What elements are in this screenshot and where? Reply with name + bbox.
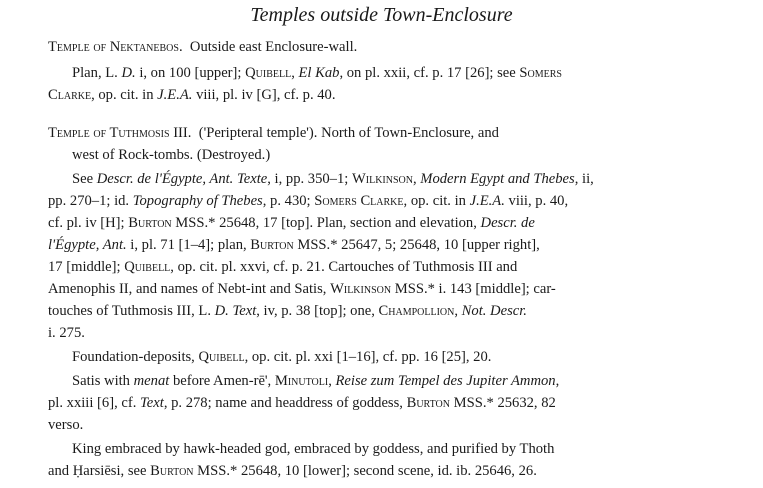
text: * 25647, 5; 25648, 10 [upper right],: [330, 237, 540, 253]
section2-heading: [48, 124, 499, 142]
text: Foundation-deposits,: [72, 349, 199, 365]
work-title: Topography of Thebes: [132, 193, 263, 209]
work-title: J.E.A.: [469, 193, 505, 209]
text: touches of Tuthmosis III, L.: [48, 303, 215, 319]
section2-para3-line-1: [72, 372, 559, 390]
text: ,: [412, 171, 421, 187]
section2-para3-line-2: [48, 394, 556, 412]
text: Satis with: [72, 373, 134, 389]
author-name: Burton MSS.: [406, 395, 487, 411]
text: , op. cit. pl. xxvi, cf. p. 21. Cartouches of Tuthmosis III and: [170, 259, 518, 275]
text: , op. cit. in: [91, 87, 158, 103]
text: ,: [328, 373, 336, 389]
author-name: Somers: [519, 65, 562, 81]
author-name: Quibell: [198, 349, 245, 365]
text: , ii,: [574, 171, 594, 187]
section1-line-1: [72, 64, 562, 82]
text: , p. 278; name and headdress of goddess,: [163, 395, 407, 411]
section2-para1-line-8: i. 275.: [48, 325, 85, 341]
section2-para1-line-1: [72, 170, 594, 188]
work-title: Descr. de l'Égypte, Ant. Texte: [96, 171, 268, 187]
section1-heading-desc: Outside east Enclosure-wall.: [189, 39, 358, 55]
text: Amenophis II, and names of Nebt-int and Satis,: [48, 281, 331, 297]
text: i, pl. 71 [1–4]; plan,: [126, 237, 251, 253]
work-title: Descr. de: [480, 215, 535, 231]
section2-heading-name: Temple of Tuthmosis III.: [48, 125, 192, 141]
text: Plan, L.: [72, 65, 122, 81]
text: pp. 270–1; id.: [48, 193, 133, 209]
author-name: Burton MSS.: [150, 463, 231, 479]
author-name: Quibell: [124, 259, 171, 275]
section2-para1-line-6: [48, 280, 556, 298]
section2-heading-line-2: west of Rock-tombs. (Destroyed.): [72, 147, 271, 163]
section1-heading-name: Temple of Nektanebos.: [48, 39, 183, 55]
text: and Ḥarsiēsi, see: [48, 463, 151, 479]
text: * 25648, 17 [top]. Plan, section and elevation,: [208, 215, 481, 231]
text: ,: [291, 65, 299, 81]
text: See: [72, 171, 97, 187]
section2-para2: [72, 348, 491, 366]
text: , i, pp. 350–1;: [267, 171, 352, 187]
text: D.: [121, 65, 136, 81]
work-title: J.E.A.: [157, 87, 193, 103]
work-title: D. Text: [214, 303, 257, 319]
text: * 25632, 82: [486, 395, 556, 411]
text: * i. 143 [middle]; car-: [427, 281, 556, 297]
work-title: Modern Egypt and Thebes: [420, 171, 575, 187]
text: cf. pl. iv [H];: [48, 215, 129, 231]
author-name: Burton MSS.: [250, 237, 331, 253]
work-title: El Kab: [298, 65, 340, 81]
text: pl. xxiii [6], cf.: [48, 395, 141, 411]
text: i, on 100 [upper];: [135, 65, 246, 81]
text: viii, p. 40,: [504, 193, 569, 209]
text: viii, pl. iv [G], cf. p. 40.: [192, 87, 336, 103]
author-name: Quibell: [245, 65, 292, 81]
section2-para1-line-5: [48, 258, 517, 276]
text: , p. 430;: [262, 193, 315, 209]
work-title: Not. Descr.: [461, 303, 527, 319]
author-name: Wilkinson MSS.: [330, 281, 428, 297]
section1-line-2: [48, 86, 336, 104]
section2-para1-line-4: [48, 236, 540, 254]
author-name: Wilkinson: [351, 171, 413, 187]
text: , on pl. xxii, cf. p. 17 [26]; see: [339, 65, 520, 81]
section1-heading: [48, 38, 357, 56]
text: , iv, p. 38 [top]; one,: [256, 303, 379, 319]
work-title: Text: [140, 395, 164, 411]
text: , op. cit. pl. xxi [1–16], cf. pp. 16 [25], 20.: [244, 349, 492, 365]
section2-para3-line-3: verso.: [48, 417, 84, 433]
author-name: Burton MSS.: [128, 215, 209, 231]
author-name: Minutoli: [274, 373, 329, 389]
work-title: l'Égypte, Ant.: [48, 237, 127, 253]
text: * 25648, 10 [lower]; second scene, id. ib. 25646, 26.: [230, 463, 537, 479]
text: , op. cit. in: [403, 193, 470, 209]
section2-para1-line-2: [48, 192, 568, 210]
term: menat: [133, 373, 170, 389]
section2-heading-desc: ('Peripteral temple'). North of Town-Enclosure, and: [198, 125, 499, 141]
section2-para4-line-1: King embraced by hawk-headed god, embraced by goddess, and purified by Thoth: [72, 441, 555, 457]
work-title: Reise zum Tempel des Jupiter Ammon: [335, 373, 556, 389]
author-name: Somers Clarke: [314, 193, 404, 209]
text: before Amen-rē',: [169, 373, 275, 389]
page-title: Temples outside Town-Enclosure: [250, 4, 513, 26]
author-name: Champollion: [378, 303, 455, 319]
author-name: Clarke: [48, 87, 92, 103]
text: 17 [middle];: [48, 259, 125, 275]
text: ,: [555, 373, 560, 389]
section2-para4-line-2: [48, 462, 537, 480]
section2-para1-line-3: [48, 214, 535, 232]
section2-para1-line-7: [48, 302, 527, 320]
text: ,: [454, 303, 462, 319]
